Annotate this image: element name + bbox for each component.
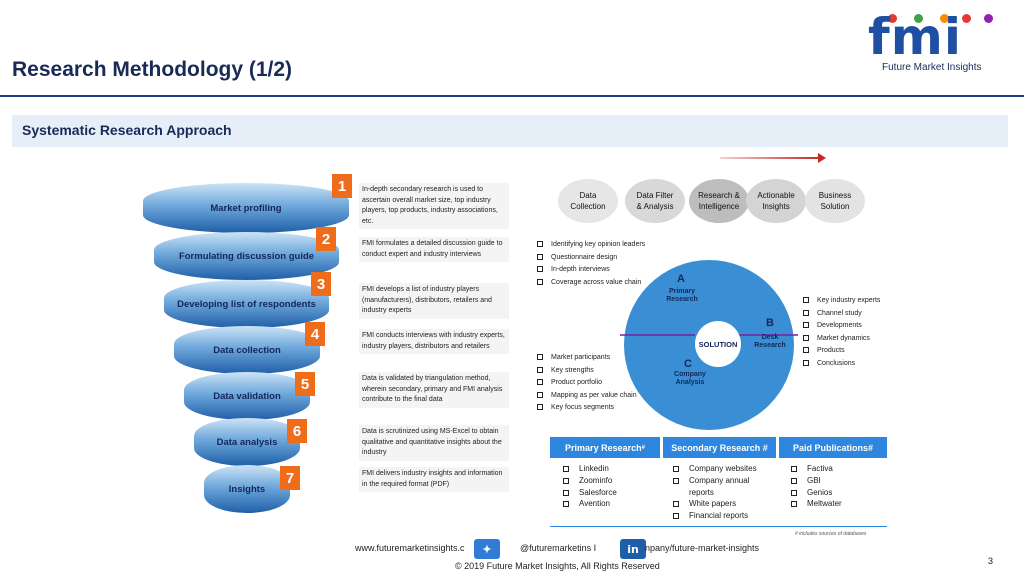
funnel-label: Data analysis xyxy=(216,436,278,448)
desk-research-list xyxy=(803,295,880,370)
ring-letter-c: C xyxy=(684,358,692,370)
funnel-label: Developing list of respondents xyxy=(177,298,316,310)
list-item: Genios xyxy=(791,487,842,499)
funnel-step-7 xyxy=(204,465,290,513)
ring-label-primary: Primary Research xyxy=(666,288,698,303)
funnel-step-4 xyxy=(174,326,320,374)
step-number-5: 5 xyxy=(295,372,315,396)
step-description-3: FMI develops a list of industry players (manufacturers), distributors, retailers and industry experts xyxy=(359,283,509,319)
step-number-2: 2 xyxy=(316,227,336,251)
step-description-1: In-depth secondary research is used to ascertain overall market size, top industry players, top products, industry associations, etc. xyxy=(359,183,509,229)
linkedin-icon[interactable]: in xyxy=(620,539,646,559)
list-item: Conclusions xyxy=(803,358,880,371)
list-item: Questionnaire design xyxy=(537,252,645,265)
list-item: Channel study xyxy=(803,308,880,321)
primary-sources-list xyxy=(563,463,617,510)
funnel-label: Formulating discussion guide xyxy=(178,250,315,262)
flow-bubble-data-collection: Data Collection xyxy=(558,179,618,223)
list-item: Key focus segments xyxy=(537,402,637,415)
list-item: Market dynamics xyxy=(803,333,880,346)
list-item: Salesforce xyxy=(563,487,617,499)
ring-label-desk: Desk Research xyxy=(754,334,786,349)
primary-research-header: Primary Research # xyxy=(550,437,660,458)
page-number: 3 xyxy=(988,556,994,566)
sources-bottom-rule xyxy=(550,526,887,527)
step-description-6: Data is scrutinized using MS-Excel to obtain qualitative and quantitative insights about the industry xyxy=(359,425,509,461)
step-description-2: FMI formulates a detailed discussion guide to conduct expert and industry interviews xyxy=(359,237,509,262)
funnel-step-5 xyxy=(184,372,310,420)
list-item: Products xyxy=(803,345,880,358)
ring-letter-b: B xyxy=(766,317,774,329)
list-item: White papers xyxy=(673,498,757,510)
list-item: Financial reports xyxy=(673,510,757,522)
flow-bubble-business-solution: Business Solution xyxy=(805,179,865,223)
list-item: Factiva xyxy=(791,463,842,475)
company-analysis-list xyxy=(537,352,637,415)
twitter-icon[interactable]: ✦ xyxy=(474,539,500,559)
list-item: Company annual xyxy=(673,475,757,487)
secondary-research-header: Secondary Research # xyxy=(663,437,776,458)
list-item: GBI xyxy=(791,475,842,487)
ring-label-company: Company Analysis xyxy=(674,371,706,386)
list-item: Linkedin xyxy=(563,463,617,475)
funnel-step-6 xyxy=(194,418,300,466)
secondary-sources-list xyxy=(673,463,757,522)
footer-copyright: © 2019 Future Market Insights, All Rights Reserved xyxy=(455,561,660,571)
funnel-label: Market profiling xyxy=(210,202,282,214)
step-description-7: FMI delivers industry insights and information in the required format (PDF) xyxy=(359,467,509,492)
funnel-step-3 xyxy=(164,280,329,328)
paid-sources-list xyxy=(791,463,842,510)
list-item: reports xyxy=(689,487,714,497)
list-item: Meltwater xyxy=(791,498,842,510)
step-number-6: 6 xyxy=(287,419,307,443)
list-item: Coverage across value chain xyxy=(537,277,645,290)
ring-letter-a: A xyxy=(677,273,685,285)
list-item: Product portfolio xyxy=(537,377,637,390)
flow-arrow-head-icon xyxy=(818,153,826,163)
sources-footnote: # includes sources of databases xyxy=(795,531,867,537)
fmi-logo: fmi xyxy=(868,8,962,66)
primary-research-list xyxy=(537,239,645,289)
page-title: Research Methodology (1/2) xyxy=(12,58,293,81)
list-item: Key strengths xyxy=(537,365,637,378)
list-item: Identifying key opinion leaders xyxy=(537,239,645,252)
footer-website-link[interactable]: www.futuremarketinsights.c xyxy=(355,543,465,553)
paid-publications-header: Paid Publications# xyxy=(779,437,887,458)
logo-tagline: Future Market Insights xyxy=(882,62,982,73)
list-item: In-depth interviews xyxy=(537,264,645,277)
funnel-label: Data collection xyxy=(213,344,281,356)
step-number-7: 7 xyxy=(280,466,300,490)
step-description-4: FMI conducts interviews with industry experts, industry players, distributors and retailers xyxy=(359,329,509,354)
funnel-label: Insights xyxy=(228,483,266,495)
title-divider xyxy=(0,95,1024,97)
funnel-label: Data validation xyxy=(213,390,281,402)
list-item: Zoominfo xyxy=(563,475,617,487)
step-description-5: Data is validated by triangulation method, wherein secondary, primary and FMI analysis contribute to the final data xyxy=(359,372,509,408)
flow-bubble-research-intelligence: Research & Intelligence xyxy=(689,179,749,223)
step-number-3: 3 xyxy=(311,272,331,296)
step-number-1: 1 xyxy=(332,174,352,198)
flow-bubble-actionable-insights: Actionable Insights xyxy=(746,179,806,223)
list-item: Avention xyxy=(563,498,617,510)
funnel-step-1 xyxy=(143,183,349,233)
list-item: Developments xyxy=(803,320,880,333)
footer-twitter-handle[interactable]: @futuremarketins I xyxy=(520,543,597,553)
list-item: Key industry experts xyxy=(803,295,880,308)
footer-linkedin-link[interactable]: npany/future-market-insights xyxy=(645,543,760,553)
flow-bubble-data-filter: Data Filter & Analysis xyxy=(625,179,685,223)
flow-arrow-line xyxy=(720,157,820,159)
list-item: Company websites xyxy=(673,463,757,475)
list-item: Market participants xyxy=(537,352,637,365)
section-banner: Systematic Research Approach xyxy=(12,115,1008,147)
list-item: Mapping as per value chain xyxy=(537,390,637,403)
ring-center-solution: SOLUTION xyxy=(695,321,741,367)
step-number-4: 4 xyxy=(305,322,325,346)
